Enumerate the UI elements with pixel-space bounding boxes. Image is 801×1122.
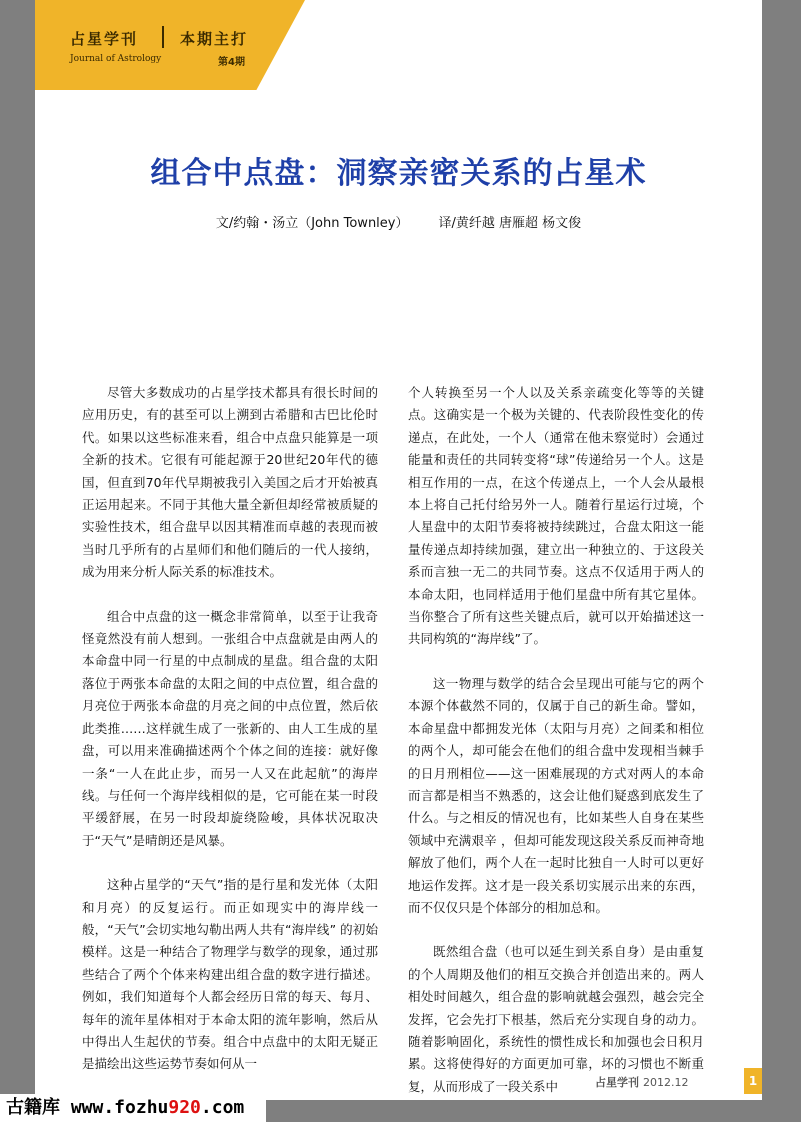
- paragraph: 个人转换至另一个人以及关系亲疏变化等等的关键点。这确实是一个极为关键的、代表阶段性变化的传递点，在此处，一个人（通常在他未察觉时）会通过能量和责任的共同转变将“球”传递给另一个人。这是相互作用的一点，在这个传递点上，一个人会从最根本上将自己托付给另外一人。随着行星运行过境，个人星盘中的太阳节奏将被持续跳过，合盘太阳这一能量传递点却持续加强，建立出一种独立的、于这段关系而言独一无二的共同节奏。这点不仅适用于两人的本命太阳，也同样适用于他们星盘中所有其它星体。当你整合了所有这些关键点后，就可以开始描述这一共同构筑的“海岸线”了。: [408, 385, 704, 647]
- article-title: 组合中点盘：洞察亲密关系的占星术: [150, 156, 647, 191]
- author: 文/约翰・汤立（John Townley）: [215, 216, 409, 231]
- watermark-suffix: .com: [200, 1097, 245, 1118]
- header-separator: [162, 26, 164, 48]
- footer-magazine-name: 占星学刊: [595, 1076, 639, 1089]
- paragraph: 尽管大多数成功的占星学技术都具有很长时间的应用历史，有的甚至可以上溯到古希腊和古巴比伦时代。如果以这些标准来看，组合中点盘只能算是一项全新的技术。它很有可能起源于20世纪20年代的德国，但直到70年代早期被我引入美国之后才开始被真正运用起来。不同于其他大量全新但却经常被质疑的实验性技术，组合盘早以因其精准而卓越的表现而被当时几乎所有的占星师们和他们随后的一代人接纳，成为用来分析人际关系的标准技术。: [82, 385, 378, 580]
- byline: [35, 212, 762, 231]
- section-label: 本期主打: [180, 30, 249, 48]
- paragraph: 这一物理与数学的结合会呈现出可能与它的两个本源个体截然不同的，仅属于自己的新生命。譬如，本命星盘中都拥发光体（太阳与月亮）之间柔和相位的两个人，却可能会在他们的组合盘中发现相当棘手的日月刑相位——这一困难展现的方式对两人的本命而言都是相当不熟悉的，这会让他们疑惑到底发生了什么。与之相反的情况也有，比如某些人自身在某些领域中充满艰辛 ，但却可能发现这段关系反而神奇地解放了他们，两个人在一起时比独自一人时可以更好地运作发挥。这才是一段关系切实展示出来的东西，而不仅仅只是个体部分的相加总和。: [408, 675, 704, 915]
- footer-date: 2012.12: [643, 1076, 689, 1089]
- watermark: [0, 1094, 266, 1122]
- watermark-number: 920: [168, 1097, 201, 1118]
- page-number: 1: [744, 1068, 762, 1094]
- paragraph: 这种占星学的“天气”指的是行星和发光体（太阳和月亮）的反复运行。而正如现实中的海岸线一般，“天气”会切实地勾勒出两人共有“海岸线” 的初始模样。这是一种结合了物理学与数学的现象，通过那些结合了两个个体来构建出组合盘的数字进行描述。例如，我们知道每个人都会经历日常的每天、每月、每年的流年星体相对于本命太阳的流年影响，然后从中得出人生起伏的节奏。组合中点盘中的太阳无疑正是描绘出这些运势节奏如何从一: [82, 877, 378, 1072]
- watermark-prefix: 古籍库 www.fozhu: [6, 1097, 169, 1118]
- paragraph: 既然组合盘（也可以延生到关系自身）是由重复的个人周期及他们的相互交换合并创造出来的。两人相处时间越久，组合盘的影响就越会强烈，越会完全发挥，它会先打下根基，然后充分实现自身的动力。随着影响固化，系统性的惯性成长和加强也会日积月累。这将使得好的方面更加可靠，坏的习惯也不断重复，从而形成了一段关系中: [408, 944, 704, 1094]
- paragraph: 组合中点盘的这一概念非常简单，以至于让我奇怪竟然没有前人想到。一张组合中点盘就是由两人的本命盘中同一行星的中点制成的星盘。组合盘的太阳落位于两张本命盘的太阳之间的中点位置，组合盘的月亮位于两张本命盘的月亮之间的中点位置，然后依此类推……这样就生成了一张新的、由人工生成的星盘，可以用来准确描述两个个体之间的连接：就好像一条“一人在此止步，而另一人又在此起航”的海岸线。与任何一个海岸线相似的是，它可能在某一时段平缓舒展，在另一时段却旋绕险峻，具体状况取决于“天气”是晴朗还是风暴。: [82, 608, 378, 848]
- translators: 译/黄纤越 唐雁超 杨文俊: [438, 216, 582, 231]
- document-page: [35, 0, 762, 1100]
- footer-magazine: [595, 1074, 689, 1090]
- left-column: [82, 382, 378, 1098]
- magazine-name: 占星学刊: [70, 30, 139, 48]
- issue-label: 第4期: [218, 57, 245, 68]
- right-column: [408, 382, 704, 1100]
- magazine-name-english: Journal of Astrology: [70, 54, 162, 64]
